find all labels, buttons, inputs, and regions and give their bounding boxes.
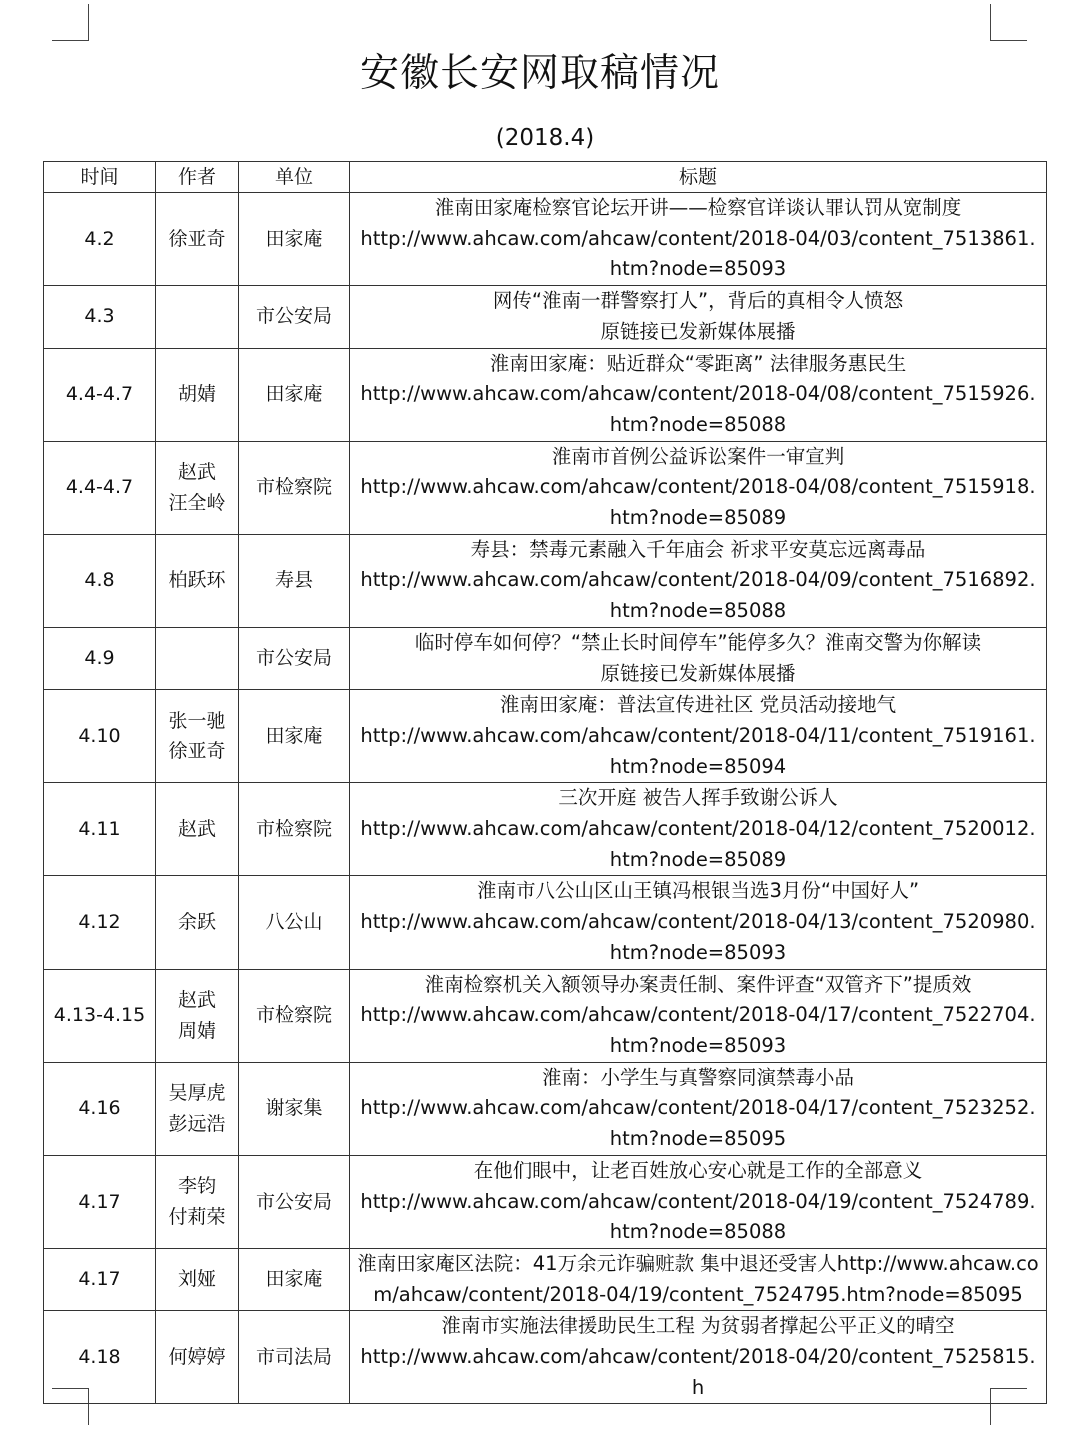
cell-date: 4.3: [44, 286, 156, 348]
cell-unit: 田家庵: [239, 193, 350, 286]
document-period: (2018.4): [495, 125, 595, 151]
cell-title: [350, 286, 1047, 348]
cell-unit: 谢家集: [239, 1062, 350, 1155]
cell-author: [156, 783, 239, 876]
cell-date: 4.12: [44, 876, 156, 969]
cell-unit: 市司法局: [239, 1311, 350, 1404]
cell-unit: 市公安局: [239, 627, 350, 689]
article-link[interactable]: http://www.ahcaw.com/ahcaw/content/2018-04/08/content_7515918.htm?node=85089: [360, 475, 1036, 530]
article-link[interactable]: http://www.ahcaw.com/ahcaw/content/2018-04/17/content_7522704.htm?node=85093: [360, 1003, 1036, 1057]
author-name: 徐亚奇: [168, 740, 226, 763]
cell-author: [156, 969, 239, 1062]
cell-author: [156, 1248, 239, 1310]
cell-date: 4.2: [44, 193, 156, 286]
article-title: 临时停车如何停？“禁止长时间停车”能停多久？淮南交警为你解读: [414, 630, 982, 654]
table-row: [44, 286, 1047, 348]
cell-unit: 市公安局: [239, 1155, 350, 1248]
crop-mark-top-left: [52, 4, 89, 41]
author-name: 余跃: [177, 911, 216, 934]
cell-author: [156, 534, 239, 627]
article-link[interactable]: http://www.ahcaw.com/ahcaw/content/2018-04/09/content_7516892.htm?node=85088: [360, 568, 1036, 623]
cell-author: [156, 876, 239, 969]
article-title: 网传“淮南一群警察打人”，背后的真相令人愤怒: [492, 289, 904, 313]
crop-mark-top-right: [990, 4, 1027, 41]
cell-date: 4.10: [44, 690, 156, 783]
author-name: 胡婧: [177, 383, 216, 406]
header-title: 标题: [350, 162, 1047, 193]
cell-unit: 寿县: [239, 534, 350, 627]
cell-unit: 田家庵: [239, 348, 350, 441]
cell-date: 4.17: [44, 1155, 156, 1248]
header-unit: 单位: [239, 162, 350, 193]
cell-title: [350, 1062, 1047, 1155]
cell-author: [156, 441, 239, 534]
cell-author: [156, 627, 239, 689]
article-title: 寿县：禁毒元素融入千年庙会 祈求平安莫忘远离毒品: [470, 537, 926, 561]
article-link[interactable]: http://www.ahcaw.com/ahcaw/content/2018-04/20/content_7525815.h: [360, 1345, 1036, 1399]
cell-title: [350, 1155, 1047, 1248]
cell-title: [350, 348, 1047, 441]
cell-title: [350, 783, 1047, 876]
table-row: [44, 441, 1047, 534]
cell-title: [350, 1311, 1047, 1404]
cell-unit: 八公山: [239, 876, 350, 969]
author-name: 周婧: [177, 1019, 216, 1042]
author-name: 赵武: [177, 460, 216, 483]
table-body: [44, 193, 1047, 1404]
cell-date: 4.9: [44, 627, 156, 689]
author-name: 刘娅: [177, 1268, 216, 1291]
article-title: 淮南市实施法律援助民生工程 为贫弱者撑起公平正义的晴空: [441, 1314, 955, 1338]
cell-unit: 田家庵: [239, 1248, 350, 1310]
article-title: 淮南田家庵检察官论坛开讲——检察官详谈认罪认罚从宽制度: [434, 196, 962, 219]
table-row: [44, 1062, 1047, 1155]
cell-date: 4.18: [44, 1311, 156, 1404]
article-title: 淮南田家庵区法院：41万余元诈骗赃款 集中退还受害人http://www.ahcaw.com/ahcaw/content/2018-04/19/content_7524795.htm?node=85095: [357, 1251, 1039, 1306]
cell-unit: 市公安局: [239, 286, 350, 348]
cell-unit: 市检察院: [239, 441, 350, 534]
table-row: [44, 348, 1047, 441]
cell-title: [350, 441, 1047, 534]
author-name: 彭远浩: [168, 1112, 226, 1135]
article-title: 淮南：小学生与真警察同演禁毒小品: [541, 1065, 854, 1089]
author-name: 付莉荣: [168, 1205, 226, 1228]
header-author: 作者: [156, 162, 239, 193]
article-link[interactable]: http://www.ahcaw.com/ahcaw/content/2018-04/12/content_7520012.htm?node=85089: [360, 817, 1036, 871]
article-link[interactable]: http://www.ahcaw.com/ahcaw/content/2018-04/11/content_7519161.htm?node=85094: [360, 723, 1036, 778]
article-title: 淮南市八公山区山王镇冯根银当选3月份“中国好人”: [476, 879, 920, 903]
article-title: 三次开庭 被告人挥手致谢公诉人: [558, 786, 838, 810]
cell-author: [156, 1155, 239, 1248]
cell-unit: 田家庵: [239, 690, 350, 783]
cell-author: [156, 286, 239, 348]
article-title: 淮南检察机关入额领导办案责任制、案件评查“双管齐下”提质效: [424, 972, 972, 996]
article-title: 原链接已发新媒体展播: [600, 319, 796, 343]
article-title: 淮南田家庵：普法宣传进社区 党员活动接地气: [499, 693, 897, 717]
author-name: 徐亚奇: [168, 227, 226, 250]
submission-table: [43, 161, 1047, 1404]
author-name: 柏跃环: [168, 569, 226, 592]
article-title: 原链接已发新媒体展播: [600, 661, 796, 685]
cell-unit: 市检察院: [239, 783, 350, 876]
table-row: [44, 783, 1047, 876]
table-row: [44, 534, 1047, 627]
table-row: [44, 1311, 1047, 1404]
cell-date: 4.13-4.15: [44, 969, 156, 1062]
article-link[interactable]: http://www.ahcaw.com/ahcaw/content/2018-04/17/content_7523252.htm?node=85095: [360, 1096, 1036, 1151]
document-title: 安徽长安网取稿情况: [359, 51, 720, 96]
table-row: [44, 690, 1047, 783]
cell-title: [350, 193, 1047, 286]
author-name: 赵武: [177, 818, 216, 841]
author-name: 何婷婷: [168, 1346, 226, 1369]
table-row: [44, 627, 1047, 689]
cell-title: [350, 969, 1047, 1062]
cell-title: [350, 627, 1047, 689]
cell-author: [156, 1062, 239, 1155]
article-title: 在他们眼中，让老百姓放心安心就是工作的全部意义: [473, 1158, 923, 1182]
table-row: [44, 1248, 1047, 1310]
cell-author: [156, 193, 239, 286]
author-name: 汪全岭: [168, 491, 226, 514]
cell-date: 4.8: [44, 534, 156, 627]
cell-author: [156, 1311, 239, 1404]
cell-author: [156, 690, 239, 783]
author-name: 李钧: [177, 1175, 216, 1198]
cell-title: [350, 1248, 1047, 1310]
table-row: [44, 1155, 1047, 1248]
cell-unit: 市检察院: [239, 969, 350, 1062]
table-row: [44, 969, 1047, 1062]
cell-date: 4.16: [44, 1062, 156, 1155]
article-link[interactable]: http://www.ahcaw.com/ahcaw/content/2018-04/19/content_7524789.htm?node=85088: [360, 1189, 1036, 1244]
article-title: 淮南田家庵：贴近群众“零距离” 法律服务惠民生: [489, 351, 907, 375]
article-link[interactable]: http://www.ahcaw.com/ahcaw/content/2018-04/03/content_7513861.htm?node=85093: [360, 226, 1036, 281]
cell-title: [350, 876, 1047, 969]
cell-date: 4.4-4.7: [44, 348, 156, 441]
article-link[interactable]: http://www.ahcaw.com/ahcaw/content/2018-04/08/content_7515926.htm?node=85088: [360, 382, 1036, 436]
cell-date: 4.17: [44, 1248, 156, 1310]
cell-title: [350, 690, 1047, 783]
table-row: [44, 876, 1047, 969]
article-link[interactable]: http://www.ahcaw.com/ahcaw/content/2018-04/13/content_7520980.htm?node=85093: [360, 910, 1036, 964]
author-name: 张一驰: [168, 709, 226, 732]
author-name: 吴厚虎: [168, 1082, 226, 1105]
header-date: 时间: [44, 162, 156, 193]
author-name: 赵武: [177, 988, 216, 1011]
article-title: 淮南市首例公益诉讼案件一审宣判: [551, 444, 845, 468]
table-row: [44, 193, 1047, 286]
table-header-row: [44, 162, 1047, 193]
cell-date: 4.11: [44, 783, 156, 876]
cell-title: [350, 534, 1047, 627]
cell-date: 4.4-4.7: [44, 441, 156, 534]
cell-author: [156, 348, 239, 441]
